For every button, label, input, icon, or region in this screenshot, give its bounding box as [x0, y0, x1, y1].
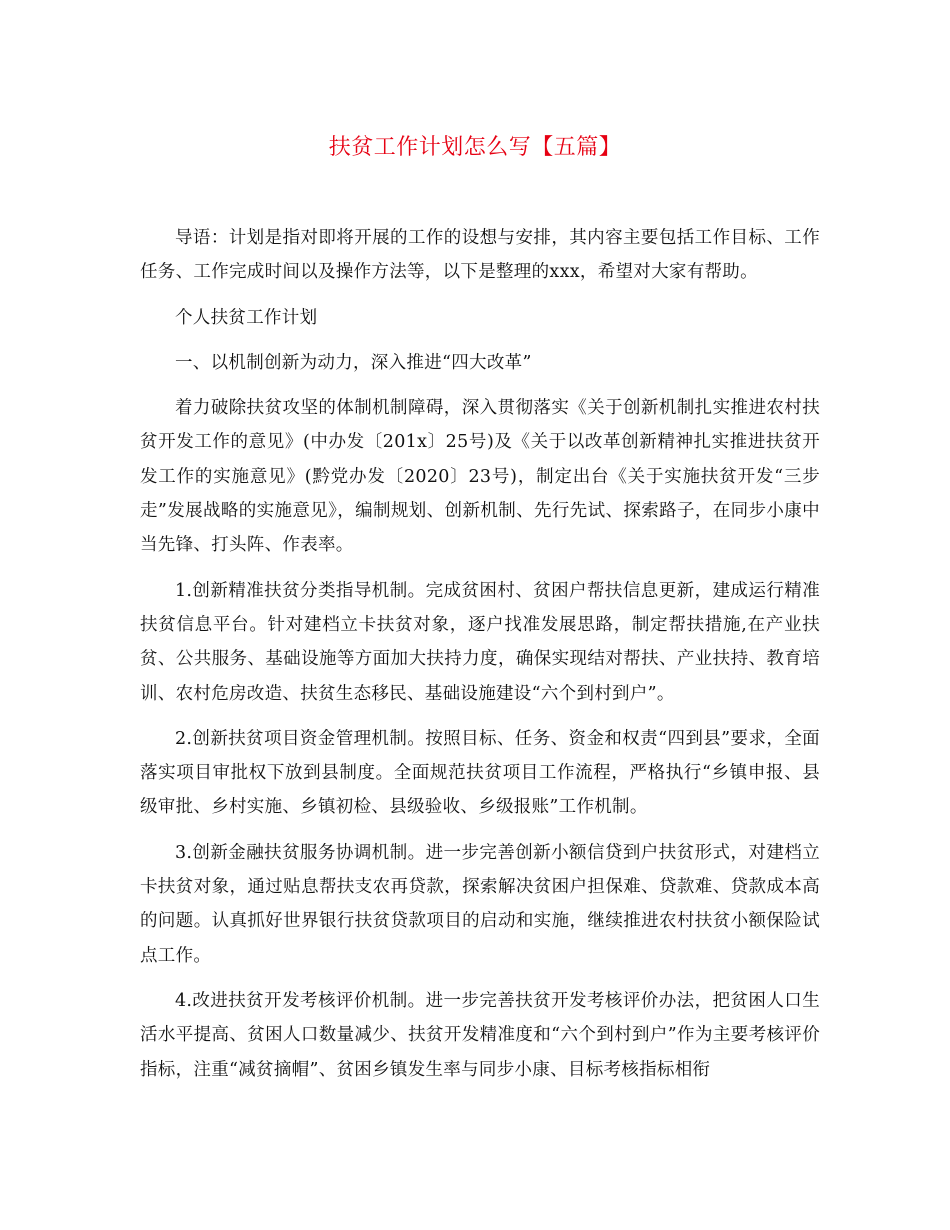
list-item-2: 2.创新扶贫项目资金管理机制。按照目标、任务、资金和权责“四到县”要求，全面落实项目审批权下放到县制度。全面规范扶贫项目工作流程，严格执行“乡镇申报、县级审批、乡村实施、乡镇初检、县级验收、乡级报账”工作机制。 — [140, 728, 820, 818]
list-item-4: 4.改进扶贫开发考核评价机制。进一步完善扶贫开发考核评价办法，把贫困人口生活水平提高、贫困人口数量减少、扶贫开发精准度和“六个到村到户”作为主要考核评价指标，注重“减贫摘帽”、贫困乡镇发生率与同步小康、目标考核指标相衔 — [140, 990, 820, 1080]
list-item-3: 3.创新金融扶贫服务协调机制。进一步完善创新小额信贷到户扶贫形式，对建档立卡扶贫对象，通过贴息帮扶支农再贷款，探索解决贫困户担保难、贷款难、贷款成本高的问题。认真抓好世界银行扶贫贷款项目的启动和实施，继续推进农村扶贫小额保险试点工作。 — [140, 842, 820, 966]
subsection-heading: 一、以机制创新为动力，深入推进“四大改革” — [175, 352, 532, 373]
document-title: 扶贫工作计划怎么写【五篇】 — [328, 135, 622, 160]
document-body — [140, 221, 820, 1098]
section-heading: 个人扶贫工作计划 — [175, 307, 318, 328]
list-item-1: 1.创新精准扶贫分类指导机制。完成贫困村、贫困户帮扶信息更新，建成运行精准扶贫信息平台。针对建档立卡扶贫对象，逐户找准发展思路，制定帮扶措施,在产业扶贫、公共服务、基础设施等方面加大扶持力度，确保实现结对帮扶、产业扶持、教育培训、农村危房改造、扶贫生态移民、基础设施建设“六个到村到户”。 — [140, 580, 820, 704]
body-paragraph: 着力破除扶贫攻坚的体制机制障碍，深入贯彻落实《关于创新机制扎实推进农村扶贫开发工作的意见》(中办发〔201x〕25号)及《关于以改革创新精神扎实推进扶贫开发工作的实施意见》(黔党办发〔2020〕23号)，制定出台《关于实施扶贫开发“三步走”发展战略的实施意见》，编制规划、创新机制、先行先试、探索路子，在同步小康中当先锋、打头阵、作表率。 — [140, 398, 820, 556]
intro-paragraph: 导语：计划是指对即将开展的工作的设想与安排，其内容主要包括工作目标、工作任务、工作完成时间以及操作方法等，以下是整理的xxx，希望对大家有帮助。 — [140, 228, 820, 283]
